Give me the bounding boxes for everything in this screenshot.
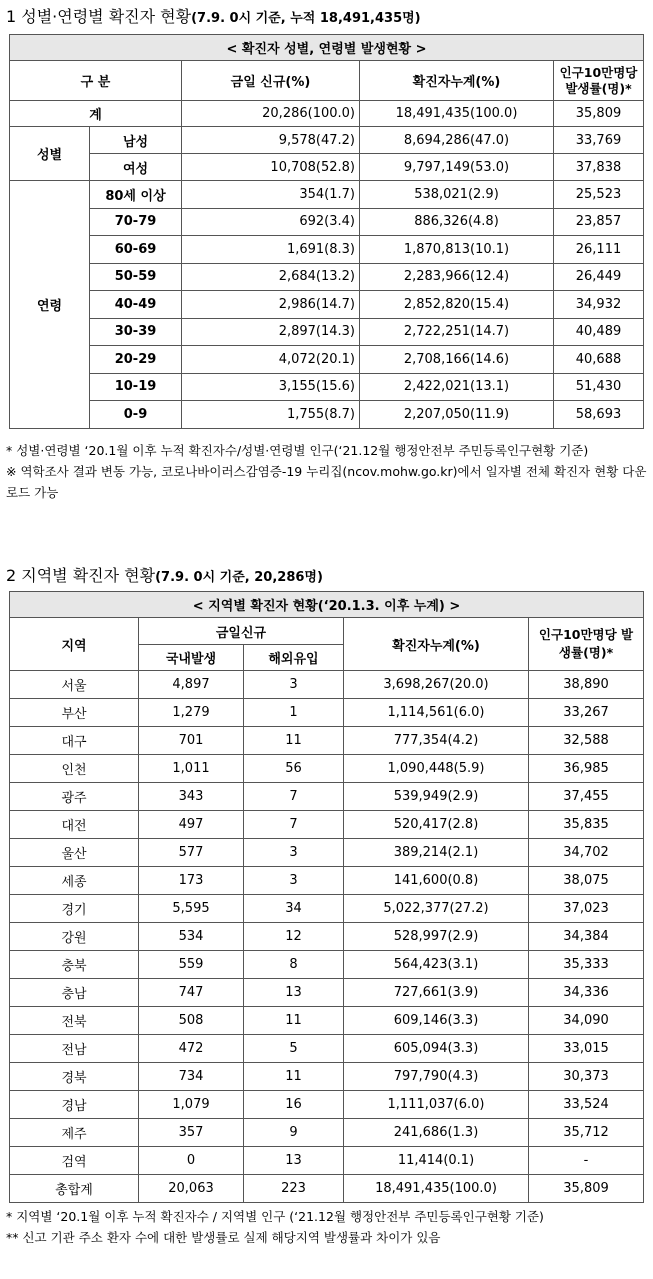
age-label: 20-29 (90, 346, 182, 374)
region-domestic: 508 (139, 1007, 244, 1035)
region-name: 총합계 (10, 1175, 139, 1203)
region-row (10, 1063, 644, 1091)
region-overseas: 11 (244, 1063, 344, 1091)
table2-header-row-1 (10, 618, 644, 645)
region-overseas: 7 (244, 811, 344, 839)
region-name: 광주 (10, 783, 139, 811)
age-rate: 34,932 (554, 291, 644, 319)
sex-label: 남성 (90, 127, 182, 154)
region-name: 울산 (10, 839, 139, 867)
region-overseas: 34 (244, 895, 344, 923)
region-cumulative: 1,114,561(6.0) (344, 699, 529, 727)
region-cumulative: 609,146(3.3) (344, 1007, 529, 1035)
age-row (10, 318, 644, 346)
section2-subtitle: (7.9. 0시 기준, 20,286명) (155, 570, 323, 585)
region-domestic: 577 (139, 839, 244, 867)
region-row (10, 1007, 644, 1035)
region-cumulative: 1,111,037(6.0) (344, 1091, 529, 1119)
region-row (10, 671, 644, 699)
age-today: 1,755(8.7) (182, 401, 360, 429)
region-overseas: 3 (244, 867, 344, 895)
region-domestic: 534 (139, 923, 244, 951)
age-total: 2,283,966(12.4) (360, 263, 554, 291)
region-row (10, 1147, 644, 1175)
region-name: 충북 (10, 951, 139, 979)
region-rate: 34,090 (529, 1007, 644, 1035)
region-name: 대구 (10, 727, 139, 755)
section2-notes (6, 1206, 649, 1248)
region-table (9, 591, 644, 1203)
region-overseas: 11 (244, 1007, 344, 1035)
age-today: 1,691(8.3) (182, 236, 360, 264)
age-row (10, 346, 644, 374)
sex-rate: 33,769 (554, 127, 644, 154)
region-row (10, 783, 644, 811)
region-domestic: 4,897 (139, 671, 244, 699)
section1-subtitle: (7.9. 0시 기준, 누적 18,491,435명) (191, 11, 421, 26)
region-rate: 36,985 (529, 755, 644, 783)
total-today: 20,286(100.0) (182, 101, 360, 127)
header-region: 지역 (10, 618, 139, 671)
region-cumulative: 564,423(3.1) (344, 951, 529, 979)
region-cumulative: 797,790(4.3) (344, 1063, 529, 1091)
total-cumulative: 18,491,435(100.0) (360, 101, 554, 127)
age-total: 2,852,820(15.4) (360, 291, 554, 319)
region-overseas: 7 (244, 783, 344, 811)
age-total: 1,870,813(10.1) (360, 236, 554, 264)
region-row (10, 895, 644, 923)
region-domestic: 1,011 (139, 755, 244, 783)
region-row (10, 1035, 644, 1063)
header-category: 구 분 (10, 61, 182, 101)
age-row (10, 181, 644, 209)
region-cumulative: 1,090,448(5.9) (344, 755, 529, 783)
age-label: 80세 이상 (90, 181, 182, 209)
region-name: 전남 (10, 1035, 139, 1063)
sex-age-table (9, 34, 644, 429)
section1-title-text: 1 성별·연령별 확진자 현황 (6, 7, 192, 26)
region-name: 세종 (10, 867, 139, 895)
region-overseas: 12 (244, 923, 344, 951)
region-cumulative: 777,354(4.2) (344, 727, 529, 755)
region-domestic: 747 (139, 979, 244, 1007)
region-overseas: 16 (244, 1091, 344, 1119)
region-rate: 32,588 (529, 727, 644, 755)
section1-note-1: * 성별·연령별 ‘20.1월 이후 누적 확진자수/성별·연령별 인구(‘21.12월 행정안전부 주민등록인구현황 기준) (6, 443, 589, 458)
table2-caption-row (10, 592, 644, 618)
sex-today: 10,708(52.8) (182, 154, 360, 181)
age-row (10, 208, 644, 236)
region-cumulative: 241,686(1.3) (344, 1119, 529, 1147)
region-domestic: 5,595 (139, 895, 244, 923)
region-name: 부산 (10, 699, 139, 727)
total-rate: 35,809 (554, 101, 644, 127)
age-total: 2,422,021(13.1) (360, 373, 554, 401)
region-row (10, 727, 644, 755)
age-total: 538,021(2.9) (360, 181, 554, 209)
region-rate: 37,455 (529, 783, 644, 811)
table2-caption: < 지역별 확진자 현황(‘20.1.3. 이후 누계) > (10, 592, 644, 618)
region-row (10, 1091, 644, 1119)
region-rate: 35,835 (529, 811, 644, 839)
age-row (10, 373, 644, 401)
age-today: 3,155(15.6) (182, 373, 360, 401)
region-cumulative: 11,414(0.1) (344, 1147, 529, 1175)
sex-group-label: 성별 (10, 127, 90, 181)
region-row (10, 699, 644, 727)
age-today: 2,986(14.7) (182, 291, 360, 319)
table1-caption: < 확진자 성별, 연령별 발생현황 > (10, 35, 644, 61)
age-label: 0-9 (90, 401, 182, 429)
region-domestic: 20,063 (139, 1175, 244, 1203)
section1-note-2: ※ 역학조사 결과 변동 가능, 코로나바이러스감염증-19 누리집(ncov.mohw.go.kr)에서 일자별 전체 확진자 현황 다운로드 가능 (6, 464, 647, 500)
section1-title (6, 4, 421, 27)
region-name: 검역 (10, 1147, 139, 1175)
age-today: 354(1.7) (182, 181, 360, 209)
region-domestic: 559 (139, 951, 244, 979)
region-rate: 30,373 (529, 1063, 644, 1091)
age-row (10, 263, 644, 291)
region-cumulative: 5,022,377(27.2) (344, 895, 529, 923)
region-rate: 33,524 (529, 1091, 644, 1119)
age-rate: 25,523 (554, 181, 644, 209)
region-row (10, 867, 644, 895)
region-domestic: 357 (139, 1119, 244, 1147)
sex-row (10, 154, 644, 181)
region-rate: 38,075 (529, 867, 644, 895)
section2-title-text: 2 지역별 확진자 현황 (6, 566, 156, 585)
region-name: 서울 (10, 671, 139, 699)
region-rate: 33,267 (529, 699, 644, 727)
age-row (10, 291, 644, 319)
section2-note-1: * 지역별 ‘20.1월 이후 누적 확진자수 / 지역별 인구 (‘21.12월 행정안전부 주민등록인구현황 기준) (6, 1209, 544, 1224)
age-today: 4,072(20.1) (182, 346, 360, 374)
age-rate: 51,430 (554, 373, 644, 401)
region-cumulative: 605,094(3.3) (344, 1035, 529, 1063)
region-rate: 35,333 (529, 951, 644, 979)
region-rate: 33,015 (529, 1035, 644, 1063)
region-domestic: 1,279 (139, 699, 244, 727)
sex-row (10, 127, 644, 154)
section2-note-2: ** 신고 기관 주소 환자 수에 대한 발생률로 실제 해당지역 발생률과 차이가 있음 (6, 1230, 441, 1245)
age-today: 692(3.4) (182, 208, 360, 236)
region-overseas: 3 (244, 839, 344, 867)
region-overseas: 5 (244, 1035, 344, 1063)
region-domestic: 701 (139, 727, 244, 755)
age-rate: 40,489 (554, 318, 644, 346)
age-today: 2,897(14.3) (182, 318, 360, 346)
region-overseas: 1 (244, 699, 344, 727)
age-row (10, 236, 644, 264)
age-rate: 58,693 (554, 401, 644, 429)
age-total: 886,326(4.8) (360, 208, 554, 236)
region-cumulative: 528,997(2.9) (344, 923, 529, 951)
region-rate: 34,384 (529, 923, 644, 951)
sex-total: 8,694,286(47.0) (360, 127, 554, 154)
age-label: 70-79 (90, 208, 182, 236)
age-label: 60-69 (90, 236, 182, 264)
region-rate: 34,702 (529, 839, 644, 867)
region-name: 경기 (10, 895, 139, 923)
section2-title (6, 563, 323, 586)
region-domestic: 497 (139, 811, 244, 839)
region-rate: 37,023 (529, 895, 644, 923)
region-rate: 34,336 (529, 979, 644, 1007)
region-row (10, 1175, 644, 1203)
table1-caption-row (10, 35, 644, 61)
region-row (10, 811, 644, 839)
age-rate: 26,111 (554, 236, 644, 264)
region-rate: - (529, 1147, 644, 1175)
region-overseas: 13 (244, 1147, 344, 1175)
header-domestic: 국내발생 (139, 645, 244, 671)
header-overseas: 해외유입 (244, 645, 344, 671)
region-domestic: 343 (139, 783, 244, 811)
region-name: 경남 (10, 1091, 139, 1119)
region-cumulative: 389,214(2.1) (344, 839, 529, 867)
table1-header-row (10, 61, 644, 101)
age-rate: 23,857 (554, 208, 644, 236)
header-cumulative: 확진자누계(%) (344, 618, 529, 671)
table1-total-row (10, 101, 644, 127)
region-overseas: 13 (244, 979, 344, 1007)
region-cumulative: 18,491,435(100.0) (344, 1175, 529, 1203)
header-total: 확진자누계(%) (360, 61, 554, 101)
region-name: 전북 (10, 1007, 139, 1035)
section1-notes (6, 440, 649, 503)
region-name: 경북 (10, 1063, 139, 1091)
region-domestic: 472 (139, 1035, 244, 1063)
age-rate: 26,449 (554, 263, 644, 291)
region-overseas: 11 (244, 727, 344, 755)
region-name: 대전 (10, 811, 139, 839)
region-cumulative: 520,417(2.8) (344, 811, 529, 839)
region-row (10, 1119, 644, 1147)
region-rate: 35,809 (529, 1175, 644, 1203)
age-row (10, 401, 644, 429)
sex-today: 9,578(47.2) (182, 127, 360, 154)
region-row (10, 979, 644, 1007)
age-total: 2,708,166(14.6) (360, 346, 554, 374)
region-rate: 35,712 (529, 1119, 644, 1147)
region-overseas: 9 (244, 1119, 344, 1147)
region-row (10, 951, 644, 979)
region-name: 제주 (10, 1119, 139, 1147)
age-label: 10-19 (90, 373, 182, 401)
region-row (10, 839, 644, 867)
region-name: 강원 (10, 923, 139, 951)
region-cumulative: 539,949(2.9) (344, 783, 529, 811)
region-domestic: 0 (139, 1147, 244, 1175)
region-cumulative: 3,698,267(20.0) (344, 671, 529, 699)
age-label: 40-49 (90, 291, 182, 319)
region-cumulative: 141,600(0.8) (344, 867, 529, 895)
sex-rate: 37,838 (554, 154, 644, 181)
region-row (10, 755, 644, 783)
header-today-group: 금일신규 (139, 618, 344, 645)
header-today: 금일 신규(%) (182, 61, 360, 101)
region-overseas: 56 (244, 755, 344, 783)
region-domestic: 173 (139, 867, 244, 895)
region-name: 충남 (10, 979, 139, 1007)
region-cumulative: 727,661(3.9) (344, 979, 529, 1007)
region-overseas: 223 (244, 1175, 344, 1203)
total-label: 계 (10, 101, 182, 127)
age-rate: 40,688 (554, 346, 644, 374)
age-total: 2,207,050(11.9) (360, 401, 554, 429)
age-total: 2,722,251(14.7) (360, 318, 554, 346)
region-domestic: 734 (139, 1063, 244, 1091)
age-label: 50-59 (90, 263, 182, 291)
header-rate: 인구10만명당 발생률(명)* (554, 61, 644, 101)
region-rate: 38,890 (529, 671, 644, 699)
region-domestic: 1,079 (139, 1091, 244, 1119)
age-today: 2,684(13.2) (182, 263, 360, 291)
age-label: 30-39 (90, 318, 182, 346)
region-name: 인천 (10, 755, 139, 783)
sex-total: 9,797,149(53.0) (360, 154, 554, 181)
region-row (10, 923, 644, 951)
header-rate-region: 인구10만명당 발생률(명)* (529, 618, 644, 671)
sex-label: 여성 (90, 154, 182, 181)
region-overseas: 8 (244, 951, 344, 979)
region-overseas: 3 (244, 671, 344, 699)
age-group-label: 연령 (10, 181, 90, 429)
